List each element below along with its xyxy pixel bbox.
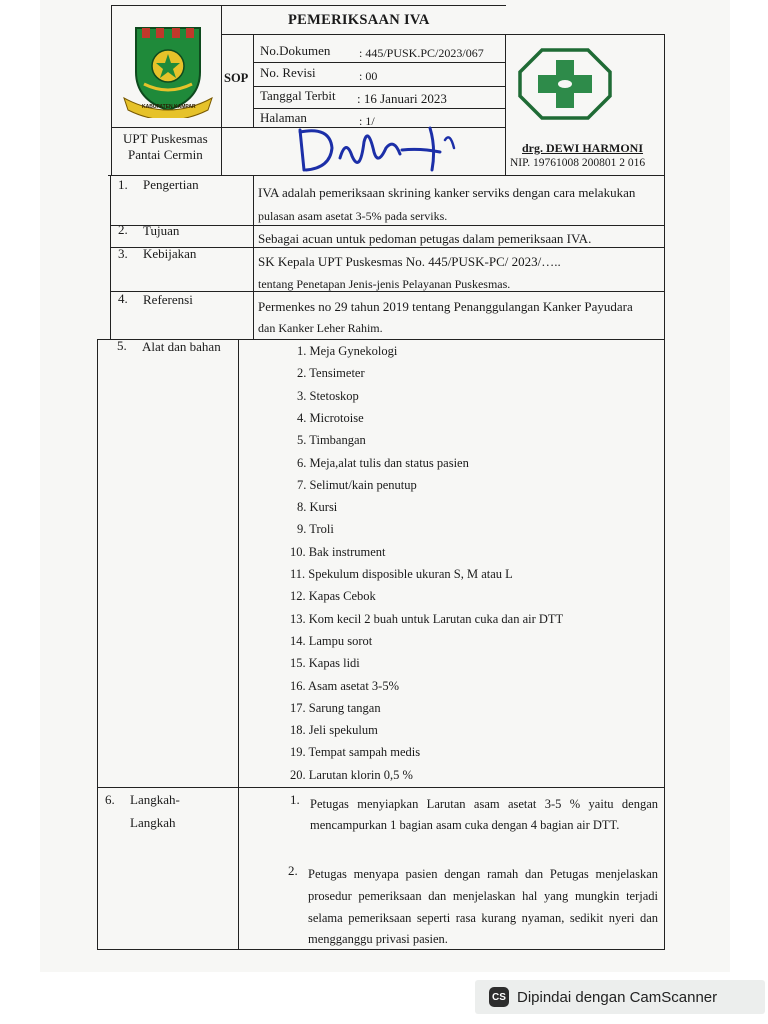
section-content-kebijakan-line2: tentang Penetapan Jenis-jenis Pelayanan Puskesmas. xyxy=(258,277,511,291)
step-number-1: 1. xyxy=(290,792,300,807)
alat-item: 20. Larutan klorin 0,5 % xyxy=(290,767,413,782)
alat-item: 17. Sarung tangan xyxy=(290,700,381,715)
section-number-1: 1. xyxy=(118,177,128,192)
health-cross-logo xyxy=(518,48,612,120)
org-name-line2: Pantai Cermin xyxy=(128,147,203,162)
body-left-border xyxy=(110,175,111,339)
body-left-border-lower xyxy=(97,339,98,949)
body-col-divider xyxy=(253,175,254,339)
org-name-line1: UPT Puskesmas xyxy=(123,131,208,146)
logo-ribbon-text: KABUPATEN KAMPAR xyxy=(142,104,196,110)
border-field2 xyxy=(253,86,505,87)
signature-image xyxy=(290,118,480,178)
section-label-referensi: Referensi xyxy=(143,292,193,307)
section-label-alat-dan-bahan: Alat dan bahan xyxy=(142,339,221,354)
camscanner-logo-icon: CS xyxy=(489,987,509,1007)
section-number-6: 6. xyxy=(105,792,115,807)
alat-item: 6. Meja,alat tulis dan status pasien xyxy=(297,455,469,470)
step-text-1: Petugas menyiapkan Larutan asam asetat 3-5 % yaitu dengan mencampurkan 1 bagian asam cuka dengan 4 bagian air DTT. xyxy=(310,797,658,832)
section-content-pengertian-line1: IVA adalah pemeriksaan skrining kanker serviks dengan cara melakukan xyxy=(258,185,636,200)
kampar-regency-logo xyxy=(120,22,216,118)
alat-item: 9. Troli xyxy=(297,522,334,537)
border-col-logo xyxy=(221,5,222,175)
section-label-pengertian: Pengertian xyxy=(143,177,199,192)
section-number-3: 3. xyxy=(118,246,128,261)
field-value-no-dokumen: : 445/PUSK.PC/2023/067 xyxy=(359,46,484,60)
alat-item: 12. Kapas Cebok xyxy=(290,589,376,604)
field-value-tanggal-terbit: : 16 Januari 2023 xyxy=(357,91,447,106)
alat-item: 8. Kursi xyxy=(297,500,338,515)
section-content-pengertian-line2: pulasan asam asetat 3-5% pada serviks. xyxy=(258,209,448,223)
alat-item: 19. Tempat sampah medis xyxy=(290,745,421,760)
body-col-divider-lower xyxy=(238,339,239,949)
field-label-no-dokumen: No.Dokumen xyxy=(260,43,331,58)
field-label-no-revisi: No. Revisi xyxy=(260,65,316,80)
alat-item: 18. Jeli spekulum xyxy=(290,723,378,738)
section-content-referensi-line2: dan Kanker Leher Rahim. xyxy=(258,321,383,335)
signer-name: drg. DEWI HARMONI xyxy=(522,141,644,155)
border-right-header xyxy=(664,34,665,176)
border-col-stamp xyxy=(505,34,506,176)
alat-item: 7. Selimut/kain penutup xyxy=(297,477,417,492)
camscanner-badge xyxy=(475,980,765,1014)
alat-item: 5. Timbangan xyxy=(297,433,366,448)
border-left-header xyxy=(111,5,112,175)
section-label-langkah-line1: Langkah- xyxy=(130,792,180,807)
section-label-tujuan: Tujuan xyxy=(143,223,180,238)
section-label-kebijakan: Kebijakan xyxy=(143,246,197,261)
row-divider-1 xyxy=(110,225,665,226)
section-number-4: 4. xyxy=(118,291,128,306)
sop-label: SOP xyxy=(224,71,249,85)
step-text-2: Petugas menyapa pasien dengan ramah dan Petugas menjelaskan prosedur pemeriksaan dan menjelaskan hal yang mungkin terjadi selama pemeriksaan seperti rasa kurang nyaman, sedikit nyeri dan mengganggu privasi pasien. xyxy=(308,867,658,947)
alat-item: 10. Bak instrument xyxy=(290,544,386,559)
alat-item: 2. Tensimeter xyxy=(297,366,365,381)
alat-item: 16. Asam asetat 3-5% xyxy=(290,678,400,693)
alat-item: 3. Stetoskop xyxy=(297,388,359,403)
field-label-halaman: Halaman xyxy=(260,110,307,125)
section-number-5: 5. xyxy=(117,338,127,353)
border-col-sop xyxy=(253,34,254,127)
section-content-referensi-line1: Permenkes no 29 tahun 2019 tentang Penanggulangan Kanker Payudara xyxy=(258,299,633,314)
alat-item: 11. Spekulum disposible ukuran S, M atau L xyxy=(290,567,513,581)
section-label-langkah-line2: Langkah xyxy=(130,815,176,830)
border-title-bottom xyxy=(221,34,665,35)
section-content-kebijakan-line1: SK Kepala UPT Puskesmas No. 445/PUSK-PC/ 2023/….. xyxy=(258,254,561,269)
section-number-2: 2. xyxy=(118,222,128,237)
row-divider-5 xyxy=(97,787,665,788)
field-value-no-revisi: : 00 xyxy=(359,69,378,83)
field-label-tanggal-terbit: Tanggal Terbit xyxy=(260,88,336,103)
document-title: PEMERIKSAAN IVA xyxy=(288,12,430,28)
alat-item: 4. Microtoise xyxy=(297,410,364,425)
camscanner-label: Dipindai dengan CamScanner xyxy=(517,988,718,1006)
field-value-halaman: : 1/ xyxy=(359,114,375,128)
step-number-2: 2. xyxy=(288,863,298,878)
signer-nip: NIP. 19761008 200801 2 016 xyxy=(510,157,646,169)
alat-item: 1. Meja Gynekologi xyxy=(297,344,398,358)
alat-item: 14. Lampu sorot xyxy=(290,633,373,648)
section-content-tujuan: Sebagai acuan untuk pedoman petugas dalam pemeriksaan IVA. xyxy=(258,231,592,246)
alat-item: 13. Kom kecil 2 buah untuk Larutan cuka dan air DTT xyxy=(290,611,564,626)
border-field3 xyxy=(253,108,505,109)
alat-item: 15. Kapas lidi xyxy=(290,656,360,671)
border-field1 xyxy=(253,62,505,63)
border-top xyxy=(111,5,506,6)
